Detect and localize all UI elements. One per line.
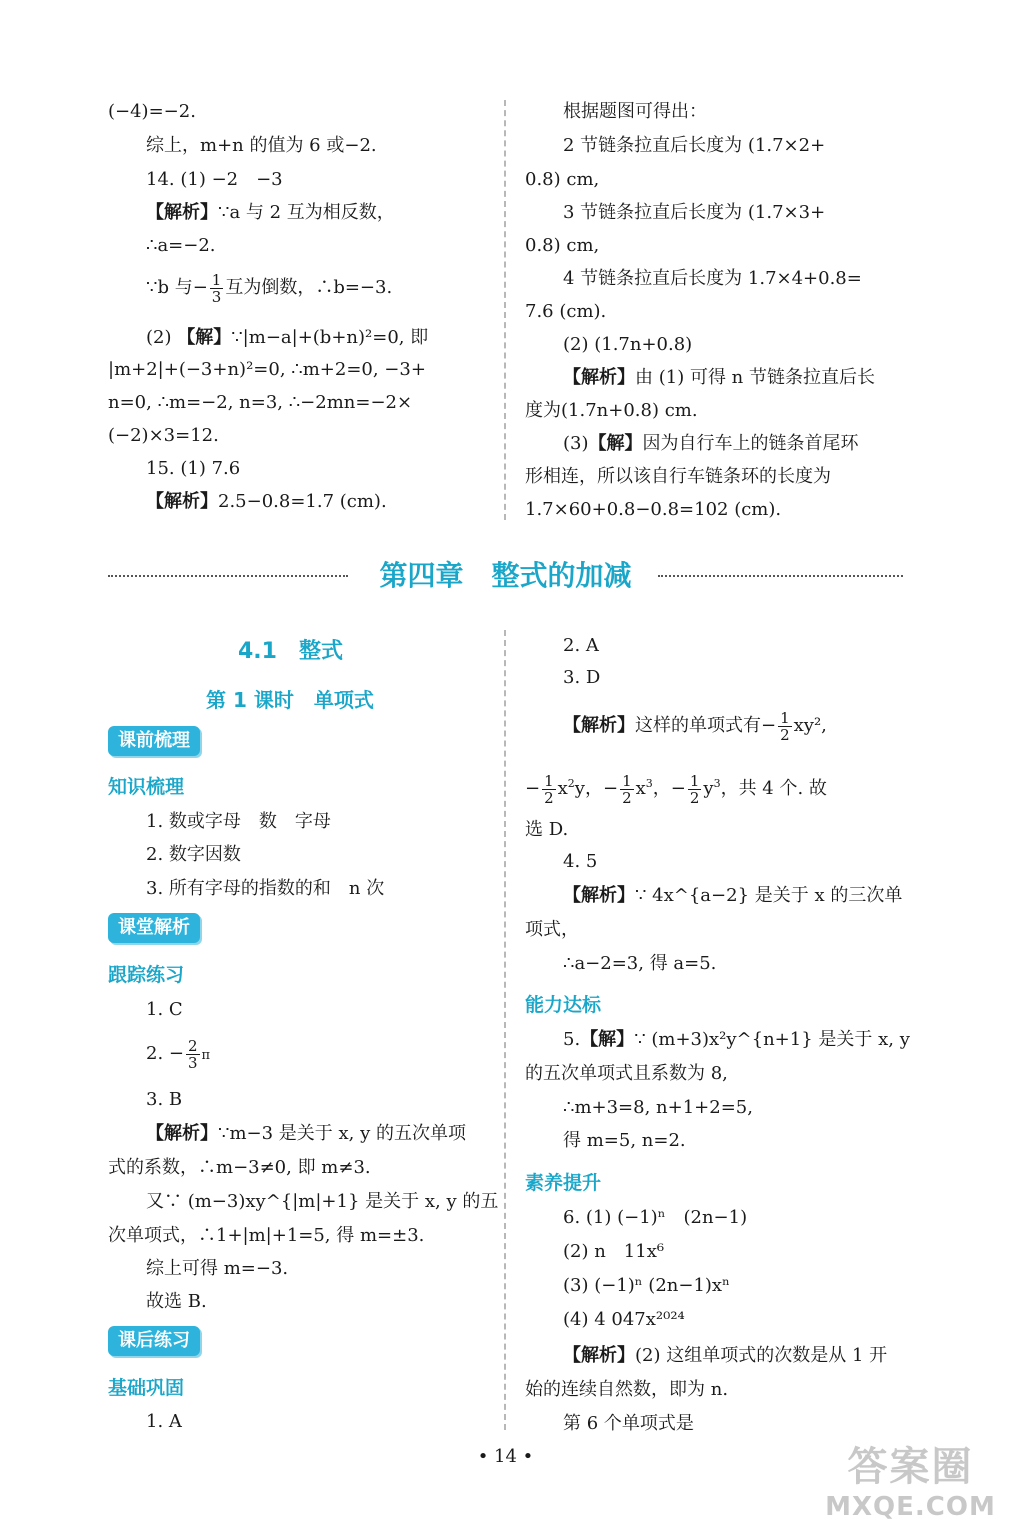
fraction: $\frac{1}{2}$ — [689, 771, 700, 807]
fraction: $\frac{1}{2}$ — [544, 771, 554, 807]
solution-tag: 【解】 — [177, 327, 232, 348]
text-line: 式的系数，∴m−3≠0, 即 m≠3. — [108, 1157, 371, 1178]
fraction: $\frac{2}{3}$ — [187, 1036, 198, 1072]
text-line: 4 节链条拉直后长度为 1.7×4+0.8= — [563, 268, 862, 289]
text-line: n=0, ∴m=−2, n=3, ∴−2mn=−2× — [108, 392, 413, 413]
text-line: (2) (1.7n+0.8) — [563, 334, 693, 355]
text-line: 14. (1) −2 −3 — [146, 169, 283, 190]
subhead-sy: 素养提升 — [525, 1172, 602, 1194]
column-divider — [504, 100, 506, 520]
text-segment: ∵a 与 2 互为相反数， — [218, 202, 395, 223]
text-segment: 互为倒数，∴b=−3. — [225, 277, 393, 298]
chapter-title: 第四章 整式的加减 — [108, 556, 903, 596]
page-number: • 14 • — [477, 1446, 534, 1467]
analysis-tag: 【解析】 — [563, 715, 635, 736]
text-line: 始的连续自然数，即为 n. — [525, 1379, 729, 1400]
text-line: 第 6 个单项式是 — [563, 1413, 694, 1434]
analysis-tag: 【解析】 — [146, 491, 218, 512]
text-line: 15. (1) 7.6 — [146, 458, 241, 479]
analysis-tag: 【解析】 — [146, 202, 218, 223]
chapter-header — [108, 556, 903, 596]
fraction: $\frac{1}{3}$ — [211, 270, 222, 306]
text-line: (−2)×3=12. — [108, 425, 219, 446]
text-line: 综上可得 m=−3. — [146, 1258, 289, 1279]
subhead-jc: 基础巩固 — [108, 1377, 185, 1399]
analysis-line: 【解析】∵m−3 是关于 x, y 的五次单项 — [146, 1123, 466, 1144]
text-line: 3. 所有字母的指数的和 n 次 — [146, 878, 385, 899]
text-line: 得 m=5, n=2. — [563, 1130, 686, 1151]
text-line: 2 节链条拉直后长度为 (1.7×2+ — [563, 135, 826, 156]
watermark-logo — [818, 1442, 1003, 1530]
solution-line: 5.【解】∵ (m+3)x²y^{n+1} 是关于 x, y — [563, 1029, 910, 1050]
analysis-tag: 【解析】 — [563, 1345, 635, 1366]
subhead-zs: 知识梳理 — [108, 776, 185, 798]
solution-tag: 【解】 — [580, 1029, 635, 1050]
text-line: (2) n 11x⁶ — [563, 1241, 665, 1262]
analysis-line — [108, 201, 395, 225]
fraction-line — [108, 266, 392, 310]
subhead-gz: 跟踪练习 — [108, 964, 185, 986]
text-line: 3 节链条拉直后长度为 (1.7×3+ — [563, 202, 826, 223]
pill-kq: 课前梳理 — [108, 726, 200, 756]
text-line: 根据题图可得出： — [563, 101, 707, 122]
analysis-line: 【解析】(2) 这组单项式的次数是从 1 开 — [563, 1345, 888, 1366]
fraction-line: 2. − $\frac{2}{3}$ π — [146, 1036, 211, 1072]
text-line: 7.6 (cm). — [525, 301, 607, 322]
text-line: 1. C — [146, 999, 183, 1020]
text-line: 0.8) cm, — [525, 169, 600, 190]
text-line: ∴a=−2. — [146, 235, 216, 256]
text-line: 2. 数字因数 — [146, 844, 241, 865]
fraction-line: − $\frac{1}{2}$ $x^2y$，− $\frac{1}{2}$ $x^3$，− $\frac{1}{2}$ $y^3$，共 4 个. 故 — [525, 771, 827, 807]
analysis-tag: 【解析】 — [563, 885, 635, 906]
text-line: 1. 数或字母 数 字母 — [146, 811, 331, 832]
text-line: |m+2|+(−3+n)²=0, ∴m+2=0, −3+ — [108, 359, 426, 380]
text-line: ∴m+3=8, n+1+2=5, — [563, 1097, 753, 1118]
column-divider — [504, 630, 506, 1430]
section-title: 4.1 整式 — [238, 639, 343, 664]
lesson-title: 第 1 课时 单项式 — [206, 688, 374, 712]
text-line: 的五次单项式且系数为 8, — [525, 1063, 728, 1084]
fraction: $\frac{1}{2}$ — [622, 771, 632, 807]
text-line: 3. B — [146, 1089, 183, 1110]
text-line: 次单项式，∴1+|m|+1=5, 得 m=±3. — [108, 1225, 425, 1246]
watermark-small: MXQE.COM — [825, 1492, 996, 1522]
analysis-line: 【解析】这样的单项式有− $\frac{1}{2}$ xy², — [563, 708, 827, 744]
text-line: 1. A — [146, 1411, 182, 1432]
text-line: 度为(1.7n+0.8) cm. — [525, 400, 698, 421]
text-segment: ∵b 与− — [146, 277, 208, 298]
watermark-big: 答案圈 — [847, 1444, 974, 1490]
text-line: 形相连，所以该自行车链条环的长度为 — [525, 466, 831, 487]
subhead-nl: 能力达标 — [525, 994, 602, 1016]
solution-line: (3)【解】因为自行车上的链条首尾环 — [563, 433, 859, 454]
text-line: 2. A — [563, 635, 599, 656]
text-line: (3) (−1)ⁿ (2n−1)xⁿ — [563, 1275, 730, 1296]
text-line: 3. D — [563, 667, 601, 688]
text-line: 又∵ (m−3)xy^{|m|+1} 是关于 x, y 的五 — [146, 1191, 499, 1212]
text-line: (4) 4 047x²⁰²⁴ — [563, 1309, 685, 1330]
text-line: 选 D. — [525, 819, 569, 840]
text-line: 项式， — [525, 919, 579, 940]
analysis-line: 【解析】由 (1) 可得 n 节链条拉直后长 — [563, 367, 875, 388]
text-line: 4. 5 — [563, 851, 598, 872]
text-line: (−4)=−2. — [108, 101, 196, 122]
analysis-line: 【解析】∵ 4x^{a−2} 是关于 x 的三次单 — [563, 885, 903, 906]
analysis-tag: 【解析】 — [146, 1123, 218, 1144]
text-line: 1.7×60+0.8−0.8=102 (cm). — [525, 499, 782, 520]
analysis-line: 【解析】2.5−0.8=1.7 (cm). — [146, 491, 387, 512]
solution-tag: 【解】 — [588, 433, 643, 454]
analysis-tag: 【解析】 — [563, 367, 635, 388]
pill-kt: 课堂解析 — [108, 913, 200, 943]
fraction: $\frac{1}{2}$ — [780, 708, 790, 744]
text-line: ∴a−2=3, 得 a=5. — [563, 953, 717, 974]
text-line: 0.8) cm, — [525, 235, 600, 256]
text-line: 综上，m+n 的值为 6 或−2. — [146, 135, 377, 156]
text-line: 故选 B. — [146, 1291, 207, 1312]
text-line: 6. (1) (−1)ⁿ (2n−1) — [563, 1207, 748, 1228]
pill-kh: 课后练习 — [108, 1326, 200, 1356]
solution-line: (2) 【解】∵|m−a|+(b+n)²=0, 即 — [146, 327, 429, 348]
